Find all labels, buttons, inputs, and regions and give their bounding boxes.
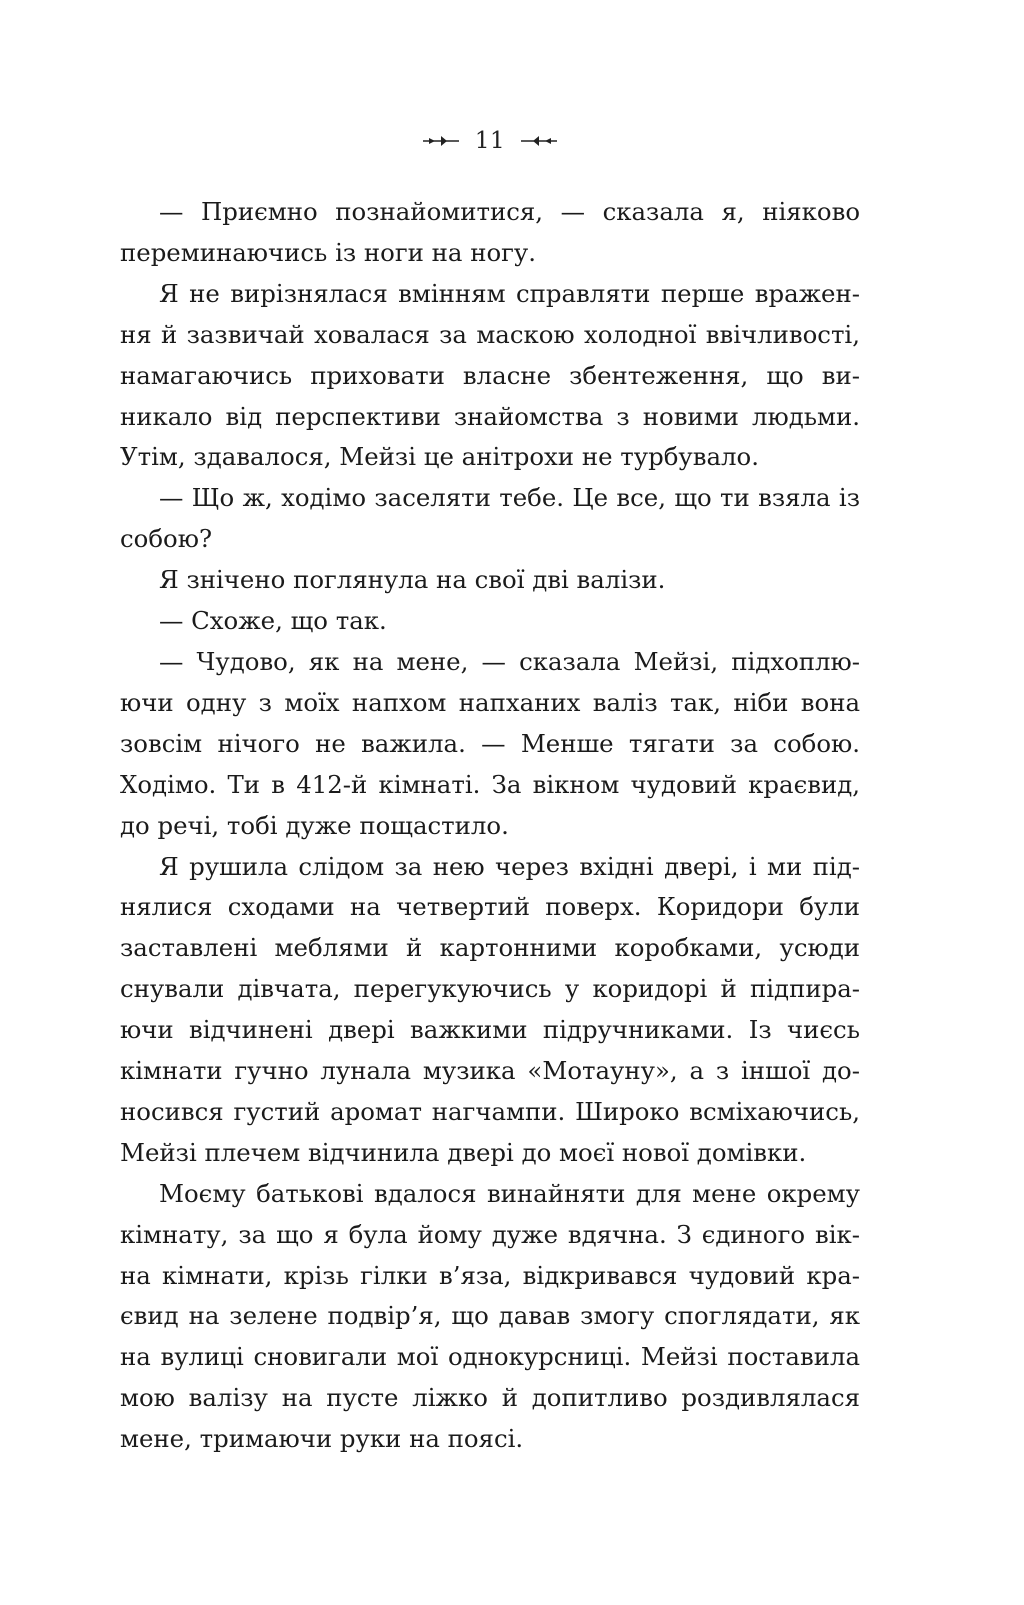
paragraph: Я не вирізнялася вмінням справляти перше враження й зазвичай ховалася за маскою холодної ввічливості, намагаючись приховати власне збентеження, що виникало від перспективи знайомства з новими людьми. Утім, здавалося, Мейзі це анітрохи не турбувало. [120, 278, 860, 472]
paragraph: — Що ж, ходімо заселяти тебе. Це все, що ти взяла із собою? [120, 483, 860, 554]
paragraph: Я знічено поглянула на свої дві валізи. [159, 565, 666, 595]
left-ornament-icon [421, 134, 461, 148]
paragraph: — Чудово, як на мене, — сказала Мейзі, підхоплюючи одну з моїх напхом напханих валіз так, ніби вона зовсім нічого не важила. — Менше тягати за собою. Ходімо. Ти в 412-й кімнаті. За вікном чудовий краєвид, до речі, тобі дуже пощастило. [120, 646, 860, 840]
right-ornament-icon [519, 134, 559, 148]
book-page [120, 0, 860, 1605]
paragraph: Моєму батькові вдалося винайняти для мене окрему кімнату, за що я була йому дуже вдячна. З єдиного вікна кімнати, крізь гілки в’яза, відкривався чудовий краєвид на зелене подвір’я, що давав змогу споглядати, як на вулиці сновигали мої однокурсниці. Мейзі поставила мою валізу на пусте ліжко й допитливо роздивлялася мене, тримаючи руки на поясі. [120, 1178, 860, 1454]
page-text [120, 192, 860, 1460]
paragraph: Я рушила слідом за нею через вхідні двері, і ми піднялися сходами на четвертий поверх. Коридори були заставлені меблями й картонними коробками, усюди снували дівчата, перегукуючись у коридорі й підпираючи відчинені двері важкими підручниками. Із чиєсь кімнати гучно лунала музика «Мотауну», а з іншої доносився густий аромат нагчампи. Широко всміхаючись, Мейзі плечем відчинила двері до моєї нової домівки. [120, 851, 860, 1167]
paragraph: — Схоже, що так. [159, 606, 387, 636]
page-number: 11 [474, 128, 506, 154]
paragraph: — Приємно познайомитися, — сказала я, ніяково переминаючись із ноги на ногу. [120, 197, 860, 267]
page-header [120, 128, 860, 154]
